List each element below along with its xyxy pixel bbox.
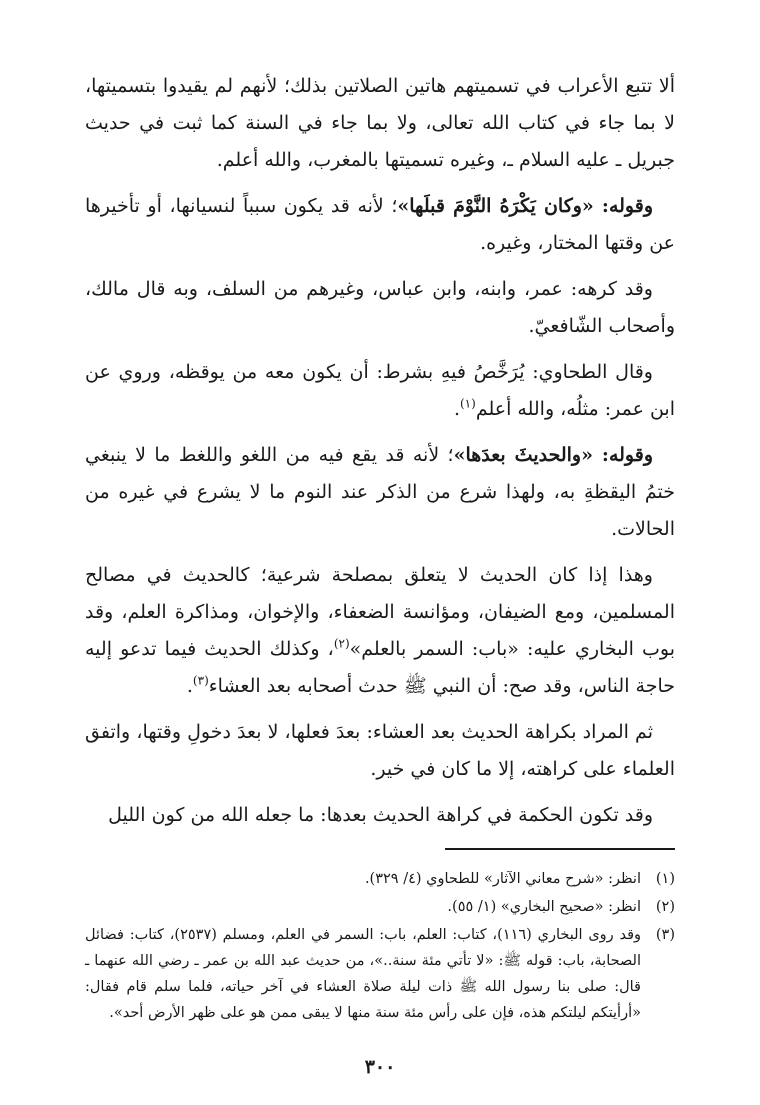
footnote-ref-2: (٢) [333,636,350,651]
footnote-3 [85,922,675,1026]
footnote-1 [85,866,675,892]
paragraph-5-text: ؛ لأنه قد يقع فيه من اللغو واللغط ما لا ينبغي ختمُ اليقظةِ به، ولهذا شرع من الذكر عند النوم ما لا يشرع في غيره من الحالات. [85,444,675,540]
paragraph-6-text-2: ، وكذلك الحديث فيما تدعو إليه حاجة الناس، وقد صح: أن النبي ﷺ حدث أصحابه بعد العشاء [85,638,675,697]
footnote-ref-1: (١) [459,396,476,411]
paragraph-1-text: ألا تتبع الأعراب في تسميتهم هاتين الصلاتين بذلك؛ لأنهم لم يقيدوا بتسميتها، لا بما جاء في كتاب الله تعالى، ولا بما جاء في السنة كما ثبت في حديث جبريل ـ عليه السلام ـ، وغيره تسميتها بالمغرب، والله أعلم. [85,75,675,171]
paragraph-5 [85,437,675,548]
paragraph-4 [85,354,675,428]
paragraph-3-text: وقد كرهه: عمر، وابنه، وابن عباس، وغيرهم من السلف، وبه قال مالك، وأصحاب الشّافعيّ. [85,278,675,337]
paragraph-7 [85,714,675,788]
paragraph-4-tail: . [453,398,460,420]
paragraph-2-lead: وقوله: «وكان يَكْرَهُ النَّوْمَ قبلَها» [397,195,653,217]
footnote-2-number: (٢) [655,899,675,915]
paragraph-1 [85,68,675,179]
paragraph-6 [85,557,675,705]
paragraph-6-tail: . [186,675,193,697]
footnote-2 [85,894,675,920]
footnotes [85,866,675,1026]
paragraph-6-text: وهذا إذا كان الحديث لا يتعلق بمصلحة شرعية؛ كالحديث في مصالح المسلمين، ومع الضيفان، ومؤانسة الضعفاء، والإخوان، ومذاكرة العلم، وقد بوب البخاري عليه: «باب: السمر بالعلم» [85,564,675,660]
paragraph-3 [85,271,675,345]
paragraph-2-text: ؛ لأنه قد يكون سبباً لنسيانها، أو تأخيرها عن وقتها المختار، وغيره. [85,195,675,254]
footnote-3-text: وقد روى البخاري (١١٦)، كتاب: العلم، باب: السمر في العلم، ومسلم (٢٥٣٧)، كتاب: فضائل الصحابة، باب: قوله ﷺ: «لا تأتي مئة سنة..»، من حديث عبد الله بن عمر ـ رضي الله عنهما ـ قال: صلى بنا رسول الله ﷺ ذات ليلة صلاة العشاء في آخر حياته، فلما سلم قام فقال: «أرأيتكم ليلتكم هذه، فإن على رأس مئة سنة منها لا يبقى ممن هو على ظهر الأرض أحد». [85,927,642,1021]
footnote-2-text: انظر: «صحيح البخاري» (١/ ٥٥). [447,899,641,915]
paragraph-8-text: وقد تكون الحكمة في كراهة الحديث بعدها: ما جعله الله من كون الليل [108,804,653,826]
footnote-3-number: (٣) [655,927,675,943]
paragraph-5-lead: وقوله: «والحديثَ بعدَها» [453,444,653,466]
main-text [85,68,675,834]
footnote-ref-3: (٣) [192,673,209,688]
paragraph-2 [85,188,675,262]
paragraph-4-text: وقال الطحاوي: يُرَخَّصُ فيهِ بشرط: أن يكون معه من يوقظه، وروي عن ابن عمر: مثلُه، والله أعلم [85,361,675,420]
page-number: ٣٠٠ [364,1056,396,1078]
footnote-1-number: (١) [655,871,675,887]
footnote-1-text: انظر: «شرح معاني الآثار» للطحاوي (٤/ ٣٢٩). [364,871,641,887]
paragraph-8 [85,797,675,834]
paragraph-7-text: ثم المراد بكراهة الحديث بعد العشاء: بعدَ فعلها، لا بعدَ دخولِ وقتها، واتفق العلماء على كراهته، إلا ما كان في خير. [85,721,675,780]
footnote-divider [445,848,675,850]
